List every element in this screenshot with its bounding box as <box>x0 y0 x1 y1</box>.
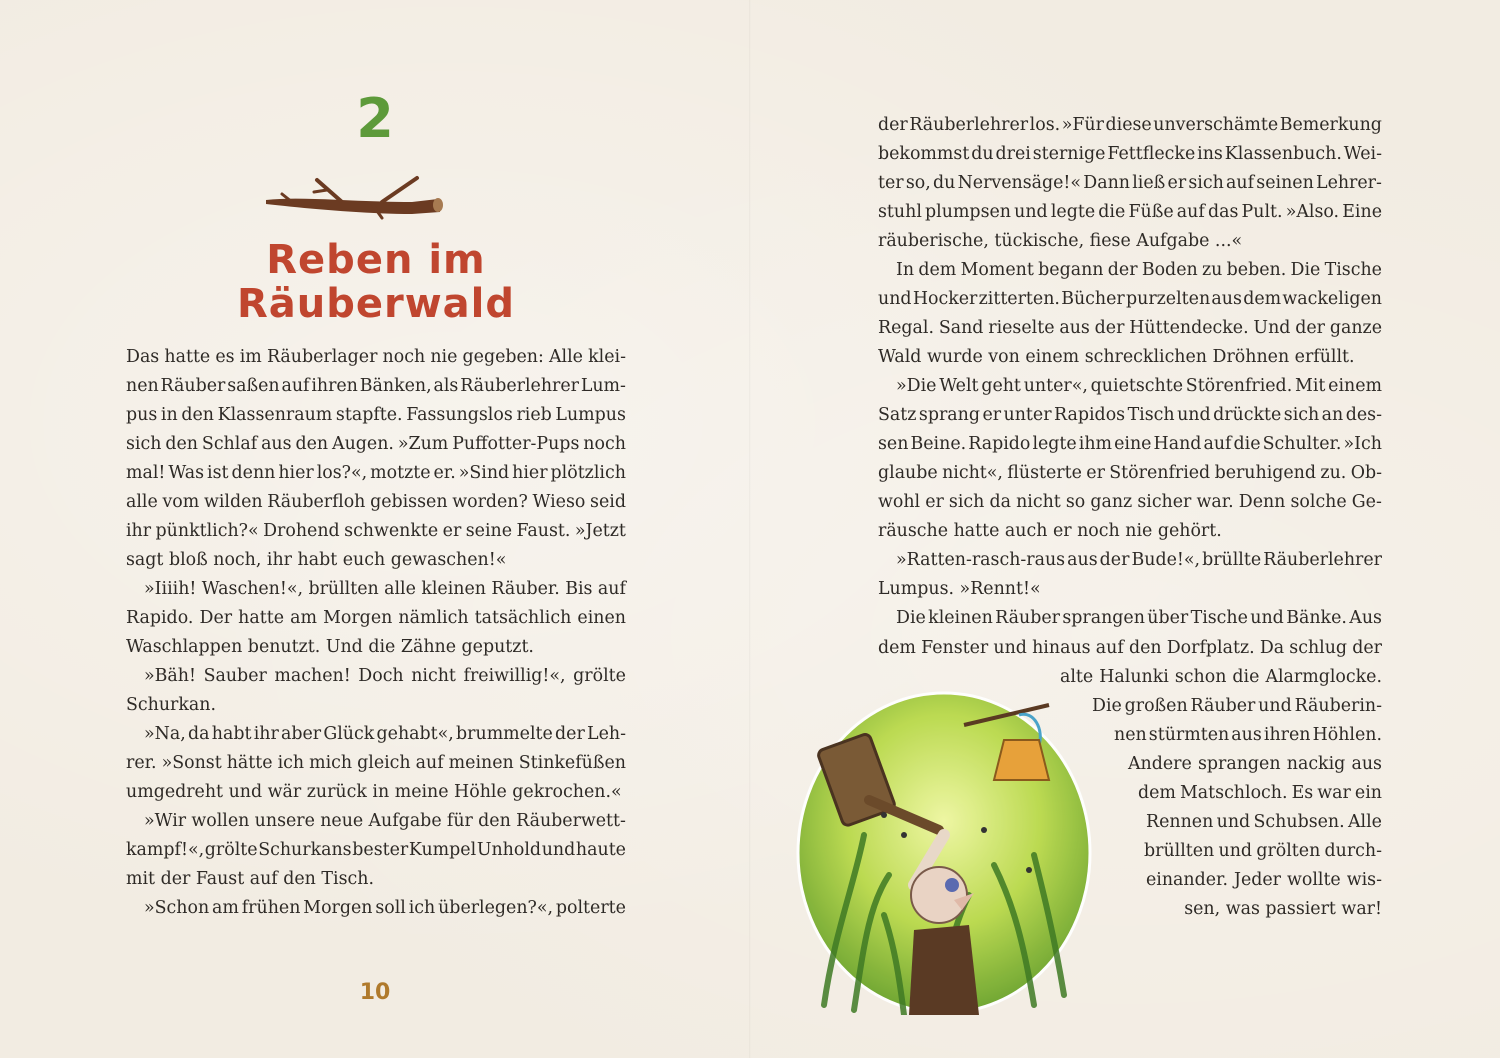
text-line: pus in den Klassenraum stapfte. Fassungslos rieb Lumpus <box>126 405 626 425</box>
text-line: der Räuberlehrer los. »Für diese unverschämte Bemerkung <box>878 115 1382 135</box>
text-line: Rapido. Der hatte am Morgen nämlich tatsächlich einen <box>126 608 626 628</box>
text-line: einander. Jeder wollte wis- <box>1146 870 1382 890</box>
text-line: »Bäh! Sauber machen! Doch nicht freiwillig!«, grölte <box>144 666 626 686</box>
text-line: räusche hatte auch er noch nie gehört. <box>878 521 1222 541</box>
text-line: Rennen und Schubsen. Alle <box>1146 812 1382 832</box>
text-line: und Hocker zitterten. Bücher purzelten aus dem wackeligen <box>878 289 1382 309</box>
text-line: »Ratten-rasch-raus aus der Bude!«, brüllte Räuberlehrer <box>896 550 1382 570</box>
text-line: nen stürmten aus ihren Höhlen. <box>1114 725 1382 745</box>
text-line: Das hatte es im Räuberlager noch nie gegeben: Alle klei- <box>126 347 626 367</box>
text-line: räuberische, tückische, fiese Aufgabe ...« <box>878 231 1243 251</box>
text-line: Waschlappen benutzt. Und die Zähne geputzt. <box>126 637 534 657</box>
text-line: Andere sprangen nackig aus <box>1128 754 1382 774</box>
chapter-number: 2 <box>356 87 394 150</box>
stick-icon <box>262 172 444 222</box>
text-line: glaube nicht«, flüsterte er Störenfried beruhigend zu. Ob- <box>878 463 1382 483</box>
text-line: dem Fenster und hinaus auf den Dorfplatz. Da schlug der <box>878 638 1382 658</box>
text-line: dem Matschloch. Es war ein <box>1138 783 1382 803</box>
text-line: alle vom wilden Räuberfloh gebissen worden? Wieso seid <box>126 492 626 512</box>
text-line: nen Räuber saßen auf ihren Bänken, als Räuberlehrer Lum- <box>126 376 626 396</box>
robber-with-hammer-and-bell-illustration <box>794 685 1094 1015</box>
text-line: Satz sprang er unter Rapidos Tisch und drückte sich an des- <box>878 405 1382 425</box>
text-line: »Die Welt geht unter«, quietschte Störenfried. Mit einem <box>896 376 1382 396</box>
text-line: umgedreht und wär zurück in meine Höhle gekrochen.« <box>126 782 622 802</box>
text-line: »Na, da habt ihr aber Glück gehabt«, brummelte der Leh- <box>144 724 626 744</box>
text-line: Schurkan. <box>126 695 217 715</box>
text-line: ter so, du Nervensäge!« Dann ließ er sich auf seinen Lehrer- <box>878 173 1382 193</box>
chapter-title: Reben im Räuberwald <box>236 237 516 327</box>
text-line: »Schon am frühen Morgen soll ich überlegen?«, polterte <box>144 898 626 918</box>
text-line: sich den Schlaf aus den Augen. »Zum Puffotter-Pups noch <box>126 434 626 454</box>
left-page-body-text <box>126 343 626 923</box>
page-number: 10 <box>359 980 391 1005</box>
text-line: sen Beine. Rapido legte ihm eine Hand auf die Schulter. »Ich <box>878 434 1382 454</box>
text-line: rer. »Sonst hätte ich mich gleich auf meinen Stinkefüßen <box>126 753 626 773</box>
text-line: »Wir wollen unsere neue Aufgabe für den Räuberwett- <box>144 811 626 831</box>
text-line: mal! Was ist denn hier los?«, motzte er. »Sind hier plötzlich <box>126 463 626 483</box>
text-line: kampf!«, grölte Schurkans bester Kumpel Unhold und haute <box>126 840 626 860</box>
text-line: sen, was passiert war! <box>1184 899 1382 919</box>
right-page-body-text <box>878 111 1382 633</box>
text-line: Regal. Sand rieselte aus der Hüttendecke. Und der ganze <box>878 318 1382 338</box>
text-line: Die kleinen Räuber sprangen über Tische und Bänke. Aus <box>896 608 1382 628</box>
text-line: ihr pünktlich?« Drohend schwenkte er seine Faust. »Jetzt <box>126 521 626 541</box>
text-line: mit der Faust auf den Tisch. <box>126 869 374 889</box>
text-line: wohl er sich da nicht so ganz sicher war. Denn solche Ge- <box>878 492 1382 512</box>
text-line: brüllten und grölten durch- <box>1144 841 1382 861</box>
text-line: sagt bloß noch, ihr habt euch gewaschen!« <box>126 550 507 570</box>
text-line: Die großen Räuber und Räuberin- <box>1092 696 1382 716</box>
text-line: alte Halunki schon die Alarmglocke. <box>1060 667 1382 687</box>
text-line: In dem Moment begann der Boden zu beben. Die Tische <box>896 260 1382 280</box>
text-line: Wald wurde von einem schrecklichen Dröhnen erfüllt. <box>878 347 1355 367</box>
text-line: stuhl plumpsen und legte die Füße auf das Pult. »Also. Eine <box>878 202 1382 222</box>
text-line: Lumpus. »Rennt!« <box>878 579 1041 599</box>
text-line: bekommst du drei sternige Fettflecke ins Klassenbuch. Wei- <box>878 144 1382 164</box>
text-line: »Iiiih! Waschen!«, brüllten alle kleinen Räuber. Bis auf <box>144 579 626 599</box>
